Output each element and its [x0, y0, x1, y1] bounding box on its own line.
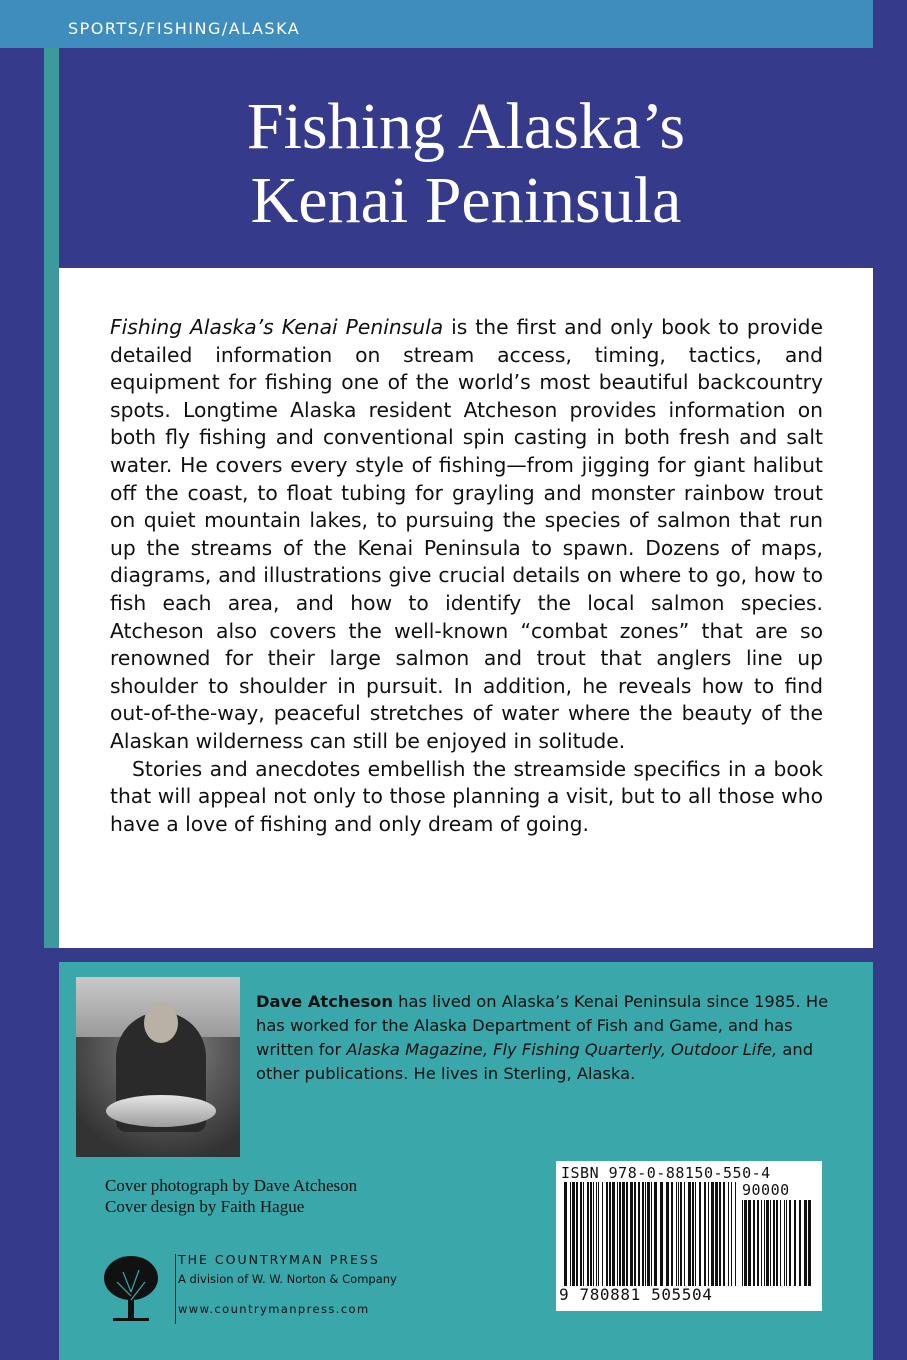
barcode-bar [609, 1182, 611, 1286]
barcode-bar [799, 1200, 801, 1286]
publisher-url: www.countrymanpress.com [178, 1302, 370, 1316]
description-panel [59, 268, 873, 948]
barcode-bar [645, 1182, 646, 1286]
barcode-bar [680, 1182, 682, 1286]
barcode-bar [634, 1182, 636, 1286]
book-title [59, 90, 873, 238]
barcode-bar [622, 1182, 625, 1286]
barcode-bar [761, 1200, 762, 1286]
publisher-divider [175, 1254, 176, 1324]
description-book-title: Fishing Alaska’s Kenai Peninsula [110, 315, 444, 339]
barcode-bar [678, 1182, 679, 1286]
barcode-bar [666, 1182, 669, 1286]
author-panel [59, 962, 873, 1360]
barcode-bar [651, 1182, 652, 1286]
barcode-bar [711, 1182, 714, 1286]
description-paragraph-1 [110, 314, 823, 756]
price-code: 90000 [742, 1181, 790, 1199]
design-credit: Cover design by Faith Hague [105, 1197, 305, 1216]
barcode-bar [619, 1182, 621, 1286]
barcode-bar [784, 1200, 785, 1286]
barcode-bar [638, 1182, 640, 1286]
barcode-bar [804, 1200, 807, 1286]
barcode-bar [590, 1182, 592, 1286]
barcode-bar [753, 1200, 755, 1286]
barcode-bar [757, 1200, 759, 1286]
description-paragraph-2: Stories and anecdotes embellish the streamside specifics in a book that will appeal not only to those planning a visit, but to all those who have a love of fishing and only dream of going. [110, 756, 823, 836]
barcode-bar [742, 1200, 743, 1286]
title-block [59, 48, 873, 268]
barcode-bar [598, 1182, 599, 1286]
cover-credits [105, 1175, 435, 1217]
barcode-bar [606, 1182, 608, 1286]
isbn-barcode [556, 1161, 822, 1311]
author-bio-text-2: and other publications. He lives in Sterling, Alaska. [256, 1040, 814, 1083]
publisher-block [99, 1252, 439, 1332]
tree-logo-icon [99, 1252, 163, 1324]
isbn-number: ISBN 978-0-88150-550-4 [561, 1164, 771, 1182]
author-photo [76, 977, 240, 1157]
barcode-bar [786, 1200, 787, 1286]
publisher-name: THE COUNTRYMAN PRESS [178, 1252, 380, 1267]
barcode-bar [692, 1182, 694, 1286]
barcode-bar [719, 1182, 721, 1286]
author-bio-text-1: has lived on Alaska’s Kenai Peninsula since 1985. He has worked for the Alaska Department of Fish and Game, and has written for [256, 992, 829, 1059]
barcode-bar [612, 1182, 615, 1286]
barcode-bar [773, 1200, 775, 1286]
barcode-bar [596, 1182, 597, 1286]
category-label: SPORTS/FISHING/ALASKA [68, 19, 301, 38]
barcode-bar [744, 1200, 747, 1286]
barcode-bar [688, 1182, 691, 1286]
photo-credit: Cover photograph by Dave Atcheson [105, 1176, 358, 1195]
barcode-bar [723, 1182, 725, 1286]
barcode-bar [676, 1182, 677, 1286]
barcode-bar [583, 1182, 584, 1286]
left-accent-bar [44, 48, 59, 948]
book-description [110, 314, 823, 838]
barcode-bar [642, 1182, 644, 1286]
barcode-bar [748, 1200, 751, 1286]
description-body: is the first and only book to provide detailed information on stream access, timing, tactics, and equipment for fishing one of the world’s most beautiful backcountry spots. Longtime Alaska resident Atcheson provides information on both fly fishing and conventional spin casting in both fresh and salt water. He covers every style of fishing—from jigging for giant halibut off the coast, to float tubing for grayling and monster rainbow trout on quiet mountain lakes, to pursuing the species of salmon that run up the streams of the Kenai Peninsula to spawn. Dozens of maps, diagrams, and illustrations give crucial details on where to go, how to fish each area, and how to identify the local salmon species. Atcheson also covers the well-known “combat zones” that are so renowned for their large salmon and trout that anglers line up shoulder to shoulder in pursuit. In addition, he reveals how to find out-of-the-way, peaceful stretches of water where the beauty of the Alaskan wilderness can still be enjoyed in solitude. [110, 315, 823, 753]
author-bio [256, 990, 846, 1086]
right-edge-bar [873, 0, 907, 1360]
barcode-bar [695, 1182, 696, 1286]
barcode-bar [647, 1182, 650, 1286]
barcode-bar [770, 1200, 771, 1286]
publisher-division: A division of W. W. Norton & Company [178, 1272, 397, 1286]
barcode-bar [593, 1182, 594, 1286]
barcode-bar [715, 1182, 718, 1286]
barcode-bar [570, 1182, 571, 1286]
barcode-bar [684, 1182, 685, 1286]
barcode-bars-main [564, 1182, 736, 1286]
barcode-digits: 9 780881 505504 [559, 1285, 713, 1304]
author-publications: Alaska Magazine, Fly Fishing Quarterly, Outdoor Life, [346, 1040, 778, 1059]
barcode-bar [671, 1182, 673, 1286]
barcode-bar [580, 1182, 582, 1286]
barcode-bar [617, 1182, 618, 1286]
barcode-bar [576, 1182, 578, 1286]
barcode-bar [731, 1182, 732, 1286]
barcode-bar [572, 1182, 575, 1286]
barcode-bar [587, 1182, 589, 1286]
barcode-bar [630, 1182, 633, 1286]
photo-fish [106, 1095, 216, 1127]
barcode-bar [654, 1182, 657, 1286]
title-line-2: Kenai Peninsula [250, 164, 682, 237]
barcode-bar [794, 1200, 796, 1286]
barcode-bar [735, 1182, 736, 1286]
barcode-bar [789, 1200, 791, 1286]
barcode-bars-addon [742, 1200, 812, 1286]
barcode-bar [728, 1182, 729, 1286]
barcode-bar [602, 1182, 603, 1286]
barcode-bar [776, 1200, 778, 1286]
barcode-bar [708, 1182, 709, 1286]
barcode-bar [699, 1182, 701, 1286]
barcode-bar [704, 1182, 706, 1286]
author-name: Dave Atcheson [256, 992, 393, 1011]
title-line-1: Fishing Alaska’s [246, 90, 686, 163]
barcode-bar [564, 1182, 567, 1286]
barcode-bar [626, 1182, 628, 1286]
barcode-bar [780, 1200, 781, 1286]
barcode-bar [764, 1200, 765, 1286]
barcode-bar [660, 1182, 663, 1286]
barcode-bar [766, 1200, 769, 1286]
photo-angler-head [144, 1003, 178, 1043]
barcode-bar [808, 1200, 811, 1286]
category-strip [0, 0, 873, 48]
